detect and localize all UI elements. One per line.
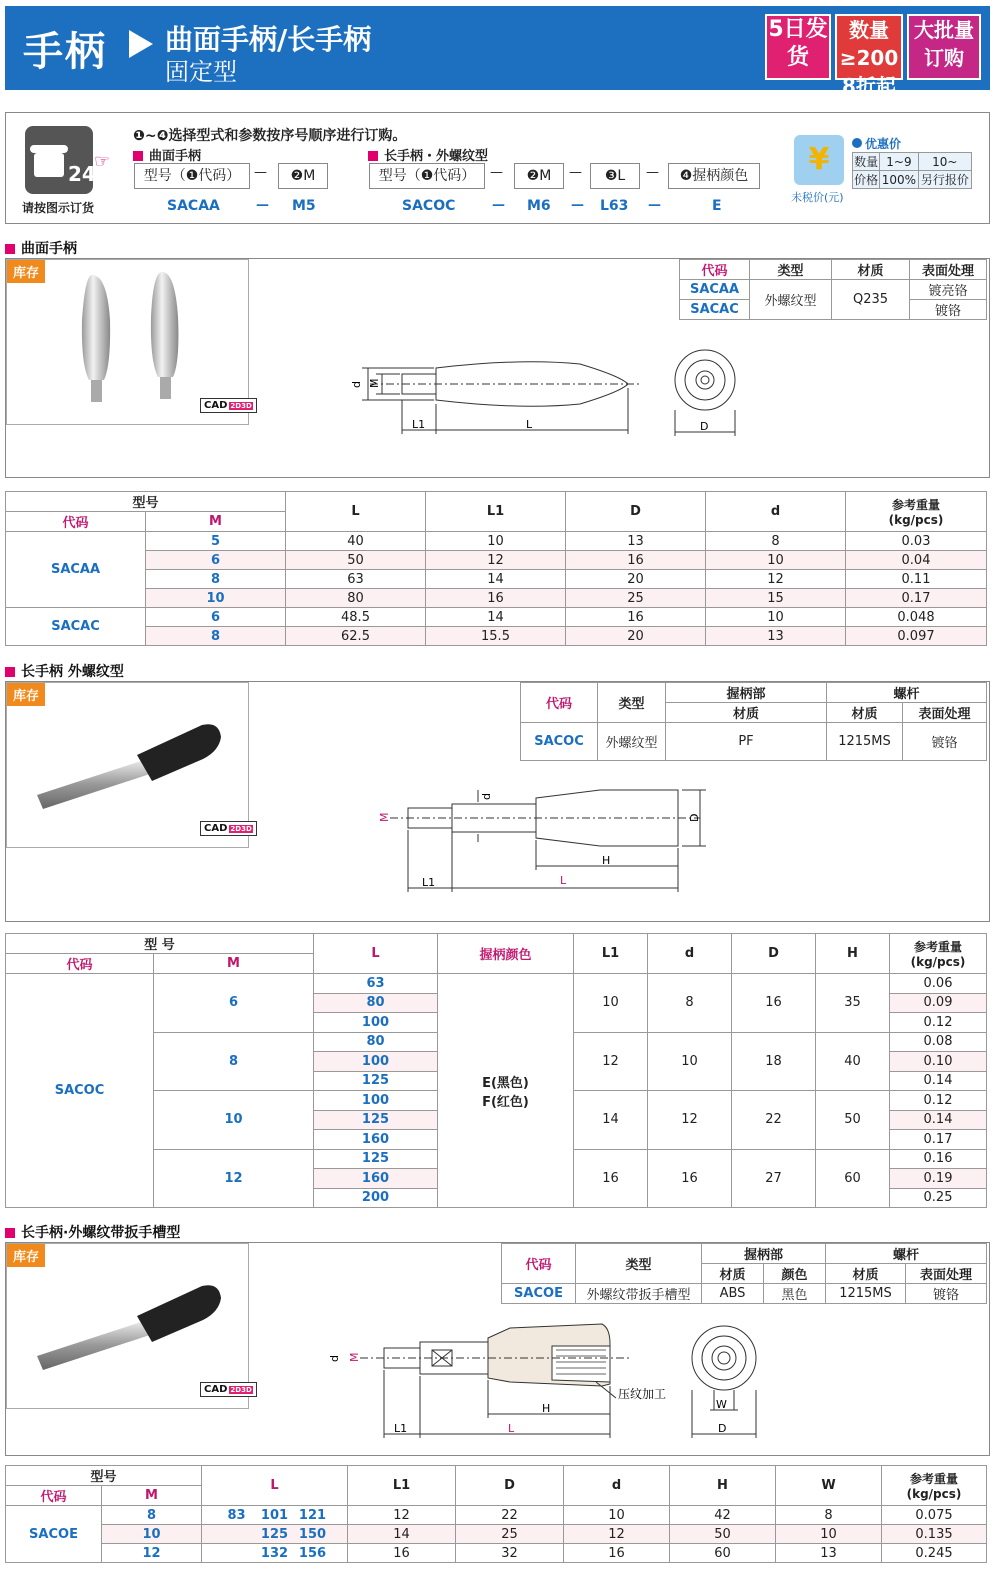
cell: 25 <box>456 1525 564 1544</box>
cad-button[interactable] <box>200 398 257 413</box>
field-color-r: ❹握柄颜色 <box>668 163 760 189</box>
table-row <box>6 974 987 994</box>
cell: 35 <box>816 974 890 1033</box>
cell: 16 <box>426 589 566 608</box>
s2-technical-drawing <box>370 770 730 900</box>
cell: 1~9 <box>880 153 918 171</box>
cell: 8 <box>102 1506 202 1525</box>
cell: 14 <box>426 608 566 627</box>
th: 代码 <box>521 683 598 723</box>
cell: 14 <box>426 570 566 589</box>
th: M <box>146 512 286 532</box>
cell: 12 <box>102 1544 202 1563</box>
price-label: 未税价(元) <box>791 191 844 204</box>
cell: 8 <box>154 1032 314 1091</box>
th: 型号 <box>6 492 286 512</box>
example-m-r: M6 <box>527 198 551 214</box>
cell: 80 <box>314 1032 438 1052</box>
cell: 40 <box>286 532 426 551</box>
cell: 12 <box>574 1032 648 1091</box>
th: 参考重量 (kg/pcs) <box>890 934 987 974</box>
th: 类型 <box>750 260 832 280</box>
svg-text:24: 24 <box>68 162 96 186</box>
knurl-label: 压纹加工 <box>618 1387 667 1401</box>
cell: 6 <box>146 608 286 627</box>
dim-h: H <box>542 1402 551 1415</box>
bullet-icon <box>368 151 378 161</box>
example-code-r: SACOC <box>402 198 456 214</box>
th: L <box>202 1466 348 1506</box>
th: 类型 <box>576 1244 702 1284</box>
th: 代码 <box>6 954 154 974</box>
cell: 60 <box>816 1149 890 1208</box>
bullet-icon <box>5 667 15 677</box>
cell: 0.10 <box>890 1052 987 1072</box>
field-code-r: 型号（❶代码） <box>369 163 485 189</box>
cell: 63 <box>286 570 426 589</box>
th: 材质 <box>702 1264 764 1284</box>
l-value: 101 <box>260 1507 289 1523</box>
cell: 外螺纹带扳手槽型 <box>576 1284 702 1304</box>
cell: 0.04 <box>846 551 987 570</box>
cell: 60 <box>670 1544 776 1563</box>
table-row <box>6 1506 987 1525</box>
page-subtitle: 曲面手柄/长手柄 <box>165 23 372 56</box>
example-code: SACAA <box>167 198 220 214</box>
color-cell <box>438 974 574 1208</box>
cell: 13 <box>566 532 706 551</box>
cell: 50 <box>286 551 426 570</box>
th: d <box>648 934 732 974</box>
cell: 外螺纹型 <box>598 723 666 761</box>
l-value: 121 <box>298 1507 327 1523</box>
cell: 10 <box>648 1032 732 1091</box>
cell: 0.16 <box>890 1149 987 1169</box>
cell: 0.03 <box>846 532 987 551</box>
th: 参考重量 (kg/pcs) <box>882 1466 987 1506</box>
th: 材质 <box>827 703 903 723</box>
cell: 另行报价 <box>918 171 971 189</box>
cell: 0.25 <box>890 1188 987 1208</box>
l-value: 150 <box>298 1526 327 1542</box>
cell: 100 <box>314 1091 438 1111</box>
table-row <box>6 1525 987 1544</box>
th: 代码 <box>502 1244 576 1284</box>
dim-d: d <box>328 1355 341 1362</box>
cell: 16 <box>574 1149 648 1208</box>
s1-dim-table <box>5 491 987 646</box>
cell: 48.5 <box>286 608 426 627</box>
cell: 13 <box>776 1544 882 1563</box>
cell: 0.17 <box>890 1130 987 1150</box>
th: L1 <box>348 1466 456 1506</box>
code-cell: SACAC <box>680 300 750 320</box>
cell: 0.06 <box>890 974 987 994</box>
th: 握柄颜色 <box>438 934 574 974</box>
cell: 8 <box>146 570 286 589</box>
cell: 黑色 <box>764 1284 826 1304</box>
phone-24-icon <box>24 125 96 197</box>
cell: 160 <box>314 1169 438 1189</box>
cell: 16 <box>732 974 816 1033</box>
cell: 0.09 <box>890 993 987 1013</box>
cell: 40 <box>816 1032 890 1091</box>
dim-D: D <box>700 420 709 433</box>
l-value: 132 <box>260 1545 289 1561</box>
code-cell: SACOE <box>502 1284 576 1304</box>
cell: 8 <box>146 627 286 646</box>
cell: 10 <box>776 1525 882 1544</box>
cell: 10~ <box>918 153 971 171</box>
cell: 16 <box>564 1544 670 1563</box>
cell: 63 <box>314 974 438 994</box>
cell: 200 <box>314 1188 438 1208</box>
info-dot-icon <box>852 138 862 148</box>
cell: 0.14 <box>890 1071 987 1091</box>
cell: 8 <box>706 532 846 551</box>
cell: 12 <box>648 1091 732 1150</box>
cell: 10 <box>706 551 846 570</box>
cell: 12 <box>154 1149 314 1208</box>
cell: 16 <box>348 1544 456 1563</box>
page-header <box>5 6 990 98</box>
cell: 1215MS <box>827 723 903 761</box>
cell: 15 <box>706 589 846 608</box>
cell: 10 <box>574 974 648 1033</box>
dim-l: L <box>560 874 567 887</box>
cell: Q235 <box>832 280 910 320</box>
bullet-icon <box>5 1228 15 1238</box>
l-cell <box>202 1506 348 1525</box>
order-instruction: ❶~❹选择型式和参数按序号顺序进行订购。 <box>133 128 407 144</box>
cell: 160 <box>314 1130 438 1150</box>
section3-title: 长手柄·外螺纹带扳手槽型 <box>21 1225 181 1241</box>
s1-technical-drawing <box>340 330 760 450</box>
th: 螺杆 <box>826 1244 987 1264</box>
s3-dim-table <box>5 1465 987 1563</box>
th: 表面处理 <box>910 260 987 280</box>
cell: ABS <box>702 1284 764 1304</box>
th: M <box>154 954 314 974</box>
s2-spec-table <box>520 682 987 761</box>
cell: 10 <box>706 608 846 627</box>
cell: 80 <box>314 993 438 1013</box>
right-title: 长手柄・外螺纹型 <box>384 149 489 164</box>
cell: PF <box>666 723 827 761</box>
cell: 外螺纹型 <box>750 280 832 320</box>
discount-title: 优惠价 <box>865 137 902 151</box>
l-value: 125 <box>260 1526 289 1542</box>
dim-D: D <box>688 813 701 822</box>
th: 表面处理 <box>906 1264 987 1284</box>
code-cell: SACOE <box>6 1506 102 1563</box>
th: M <box>102 1486 202 1506</box>
dash: — <box>254 165 267 180</box>
cad-label: CAD <box>204 400 228 411</box>
cell: 0.12 <box>890 1013 987 1033</box>
cell: 10 <box>154 1091 314 1150</box>
th: H <box>670 1466 776 1506</box>
cell: 价格 <box>853 171 880 189</box>
example-m: M5 <box>292 198 316 214</box>
cad-label: CAD <box>204 823 228 834</box>
example-l-r: L63 <box>600 198 629 214</box>
th: 握柄部 <box>702 1244 826 1264</box>
field-m-r: ❷M <box>514 163 564 189</box>
stock-badge: 库存 <box>7 260 45 283</box>
field-m: ❷M <box>278 163 328 189</box>
cell: 6 <box>146 551 286 570</box>
cell: 0.19 <box>890 1169 987 1189</box>
cell: 8 <box>776 1506 882 1525</box>
th: D <box>566 492 706 532</box>
badge-bulk: 大批量订购 <box>907 14 981 80</box>
code-cell: SACOC <box>6 974 154 1208</box>
cell: 18 <box>732 1032 816 1091</box>
s3-technical-drawing <box>320 1318 790 1446</box>
cell: 0.048 <box>846 608 987 627</box>
th: H <box>816 934 890 974</box>
l-value: 83 <box>227 1507 246 1523</box>
th: 型号 <box>6 1466 202 1486</box>
dash: — <box>646 165 659 180</box>
l-cell <box>202 1525 348 1544</box>
discount-table <box>852 152 972 189</box>
cell: 5 <box>146 532 286 551</box>
dim-m: M <box>378 812 391 822</box>
th: 螺杆 <box>827 683 987 703</box>
page-title: 手柄 <box>23 29 107 75</box>
stock-badge: 库存 <box>7 1244 45 1267</box>
dim-l: L <box>526 418 533 431</box>
th: W <box>776 1466 882 1506</box>
cell: 12 <box>426 551 566 570</box>
cell: 10 <box>564 1506 670 1525</box>
cell: 0.245 <box>882 1544 987 1563</box>
cell: 0.08 <box>890 1032 987 1052</box>
dim-d: d <box>480 793 493 800</box>
dash: — <box>492 198 505 213</box>
cell: 0.14 <box>890 1110 987 1130</box>
dim-m: M <box>368 378 381 388</box>
cell: 0.135 <box>882 1525 987 1544</box>
th: 代码 <box>680 260 750 280</box>
cell: 镀铬 <box>903 723 987 761</box>
bullet-icon <box>133 151 143 161</box>
dash: — <box>256 198 269 213</box>
th: 颜色 <box>764 1264 826 1284</box>
s2-dim-table <box>5 933 987 1208</box>
l-value: 156 <box>298 1545 327 1561</box>
cell: 镀亮铬 <box>910 280 987 300</box>
th: D <box>456 1466 564 1506</box>
dim-m: M <box>348 1352 361 1362</box>
dash: — <box>571 198 584 213</box>
cad-2d3d-icon: 2D3D <box>230 402 252 410</box>
badge-5day: 5日发货 <box>765 14 831 80</box>
order-box <box>5 112 990 224</box>
th: L1 <box>574 934 648 974</box>
cell: 22 <box>456 1506 564 1525</box>
dash: — <box>569 165 582 180</box>
th: L <box>286 492 426 532</box>
dim-l1: L1 <box>394 1422 408 1435</box>
cell: 50 <box>816 1091 890 1150</box>
cell: 125 <box>314 1110 438 1130</box>
th: 材质 <box>826 1264 906 1284</box>
th: 型 号 <box>6 934 314 954</box>
cell: 16 <box>648 1149 732 1208</box>
cell: 0.11 <box>846 570 987 589</box>
cell: 镀铬 <box>910 300 987 320</box>
badge-discount: 数量≥200 8折起 <box>835 14 903 80</box>
th: 参考重量 (kg/pcs) <box>846 492 987 532</box>
dash: — <box>648 198 661 213</box>
cell: 12 <box>348 1506 456 1525</box>
code-cell: SACAA <box>680 280 750 300</box>
code-cell: SACAC <box>6 608 146 646</box>
cell: 0.097 <box>846 627 987 646</box>
left-title: 曲面手柄 <box>149 149 202 164</box>
cell: 27 <box>732 1149 816 1208</box>
cell: 125 <box>314 1149 438 1169</box>
s1-spec-table <box>679 259 987 320</box>
dim-l1: L1 <box>412 418 426 431</box>
th: d <box>564 1466 670 1506</box>
cell: 0.17 <box>846 589 987 608</box>
dim-l: L <box>508 1422 515 1435</box>
dim-D: D <box>718 1422 727 1435</box>
cell: 1215MS <box>826 1284 906 1304</box>
phone-label: 请按图示订货 <box>22 201 95 215</box>
bullet-icon <box>5 244 15 254</box>
cad-2d3d-icon: 2D3D <box>230 825 252 833</box>
th: 握柄部 <box>666 683 827 703</box>
dim-d: d <box>350 381 363 388</box>
cad-button[interactable] <box>200 1382 257 1397</box>
th: 表面处理 <box>903 703 987 723</box>
th: L <box>314 934 438 974</box>
cell: 0.075 <box>882 1506 987 1525</box>
s3-spec-table <box>501 1243 987 1304</box>
cad-button[interactable] <box>200 821 257 836</box>
cad-label: CAD <box>204 1384 228 1395</box>
cell: 125 <box>314 1071 438 1091</box>
cell: 0.12 <box>890 1091 987 1111</box>
color-e: E(黑色) <box>482 1075 529 1091</box>
cell: 22 <box>732 1091 816 1150</box>
dim-l1: L1 <box>422 876 436 889</box>
s2-table-body <box>6 974 987 1208</box>
cell: 8 <box>648 974 732 1033</box>
example-color-r: E <box>712 198 722 214</box>
th: d <box>706 492 846 532</box>
yen-icon: ¥ <box>794 135 844 185</box>
cell: 20 <box>566 627 706 646</box>
cell: 12 <box>564 1525 670 1544</box>
section1-title: 曲面手柄 <box>21 241 77 257</box>
field-code: 型号（❶代码） <box>134 163 250 189</box>
th: D <box>732 934 816 974</box>
cell: 14 <box>574 1091 648 1150</box>
dash: — <box>490 165 503 180</box>
cell: 100 <box>314 1052 438 1072</box>
cell: 32 <box>456 1544 564 1563</box>
section2-title: 长手柄 外螺纹型 <box>21 664 124 680</box>
cell: 100% <box>880 171 918 189</box>
th: 材质 <box>666 703 827 723</box>
cell: 50 <box>670 1525 776 1544</box>
field-l-r: ❸L <box>590 163 640 189</box>
pointer-hand-icon: ☞ <box>94 151 111 172</box>
cell: 6 <box>154 974 314 1033</box>
page-subtitle-2: 固定型 <box>165 58 237 86</box>
table-row <box>6 1544 987 1563</box>
code-cell: SACOC <box>521 723 598 761</box>
cell: 10 <box>146 589 286 608</box>
cad-2d3d-icon: 2D3D <box>230 1386 252 1394</box>
cell: 13 <box>706 627 846 646</box>
cell: 数量 <box>853 153 880 171</box>
dim-h: H <box>602 854 611 867</box>
cell: 25 <box>566 589 706 608</box>
th: 类型 <box>598 683 666 723</box>
cell: 镀铬 <box>906 1284 987 1304</box>
cell: 100 <box>314 1013 438 1033</box>
l-cell <box>202 1544 348 1563</box>
cell: 20 <box>566 570 706 589</box>
cell: 42 <box>670 1506 776 1525</box>
title-arrow-icon <box>129 30 153 58</box>
dim-w: W <box>716 1398 727 1411</box>
s3-table-body <box>6 1506 987 1563</box>
cell: 10 <box>426 532 566 551</box>
cell: 10 <box>102 1525 202 1544</box>
th: 材质 <box>832 260 910 280</box>
cell: 12 <box>706 570 846 589</box>
stock-badge: 库存 <box>7 683 45 706</box>
cell: 16 <box>566 551 706 570</box>
color-f: F(红色) <box>482 1094 529 1110</box>
cell: 80 <box>286 589 426 608</box>
th: 代码 <box>6 512 146 532</box>
th: 代码 <box>6 1486 102 1506</box>
code-cell: SACAA <box>6 532 146 608</box>
cell: 62.5 <box>286 627 426 646</box>
cell: 16 <box>566 608 706 627</box>
th: L1 <box>426 492 566 532</box>
cell: 14 <box>348 1525 456 1544</box>
cell: 15.5 <box>426 627 566 646</box>
